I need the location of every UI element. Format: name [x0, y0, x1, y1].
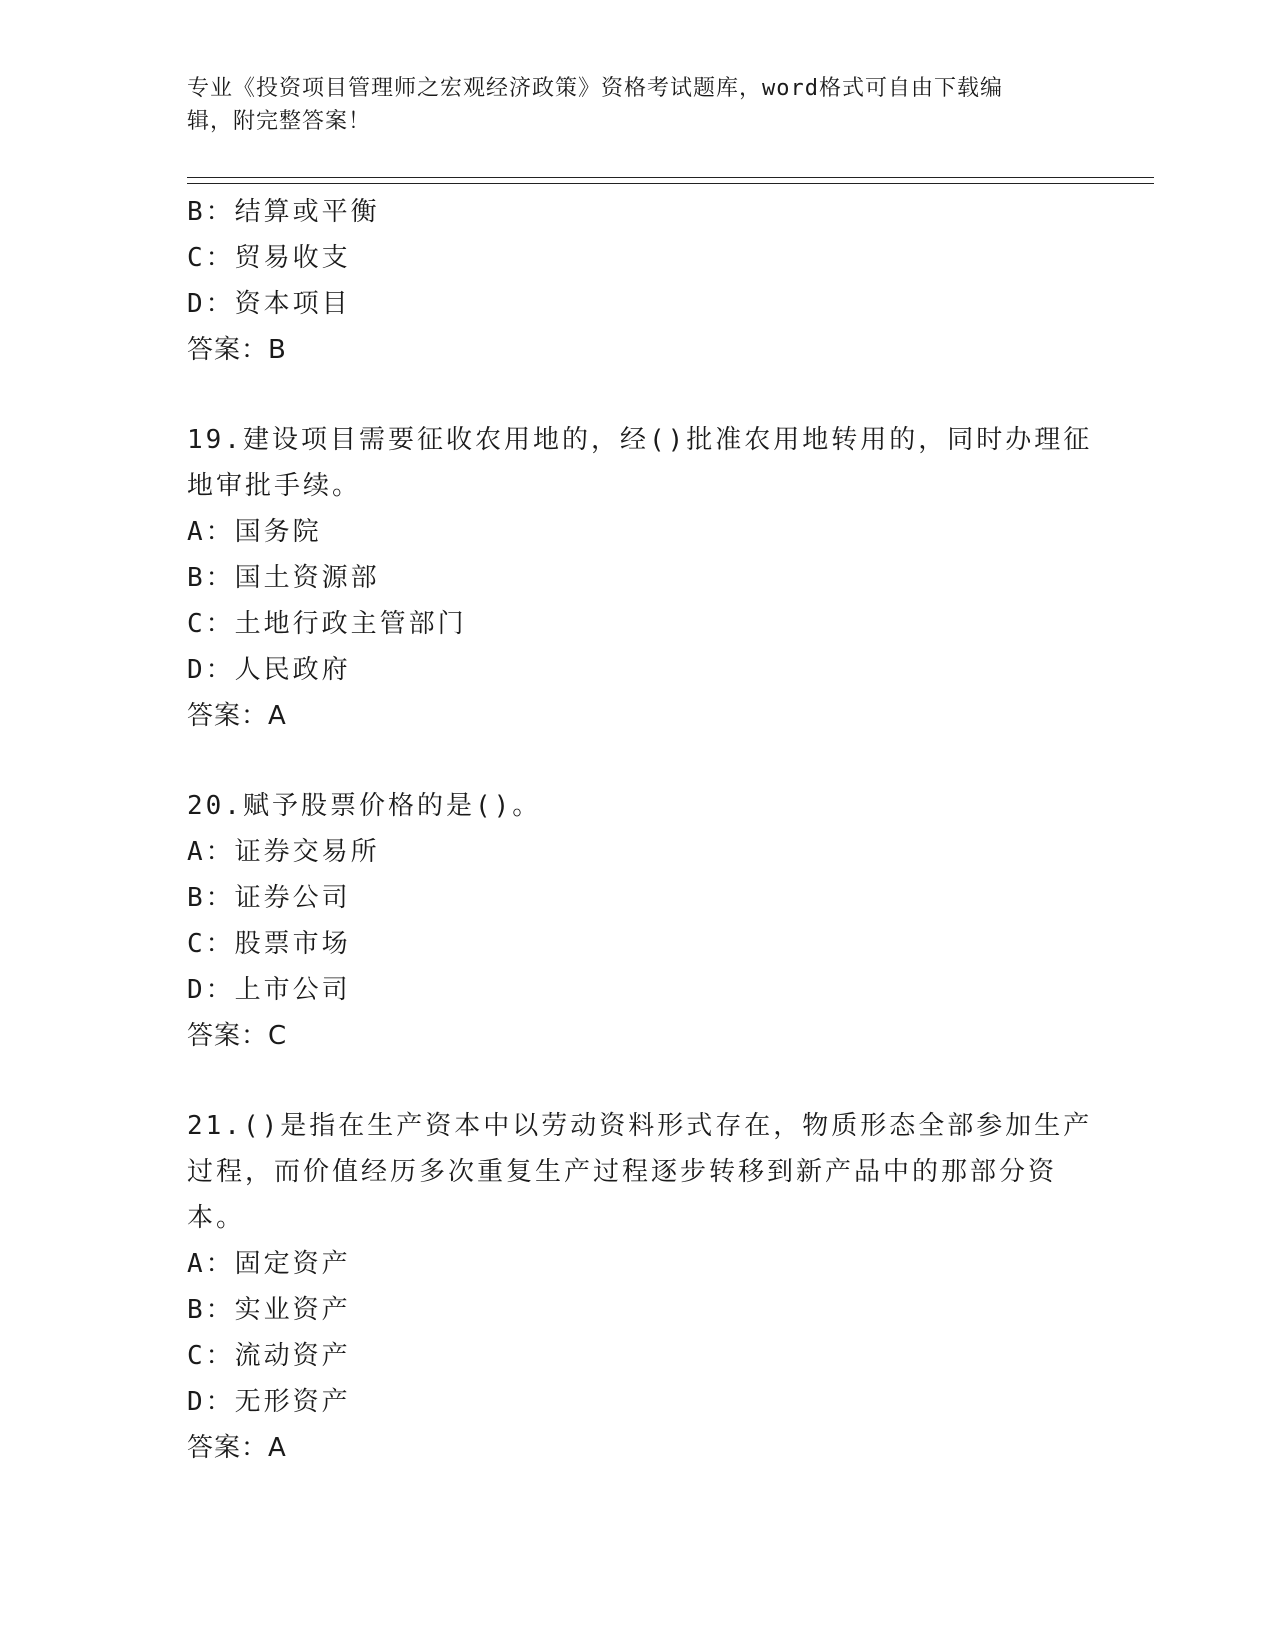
question-18-tail [187, 189, 1087, 373]
option-b: B：结算或平衡 [187, 197, 380, 227]
question-stem-line: 21.()是指在生产资本中以劳动资料形式存在，物质形态全部参加生产 [187, 1111, 1093, 1141]
answer-line: 答案：B [187, 335, 287, 365]
question-stem-line: 20.赋予股票价格的是()。 [187, 791, 542, 821]
option-c: C：贸易收支 [187, 243, 351, 273]
document-header [187, 72, 1087, 138]
question-stem-line: 过程，而价值经历多次重复生产过程逐步转移到新产品中的那部分资 [187, 1157, 1058, 1187]
answer-line: 答案：A [187, 1433, 287, 1463]
question-stem-line: 地审批手续。 [187, 471, 362, 501]
question-19 [187, 417, 1093, 739]
option-c: C：流动资产 [187, 1341, 351, 1371]
header-line-2: 辑，附完整答案！ [187, 109, 372, 134]
question-stem-line: 19.建设项目需要征收农用地的，经()批准农用地转用的，同时办理征 [187, 425, 1093, 455]
option-d: D：资本项目 [187, 289, 351, 319]
option-b: B：实业资产 [187, 1295, 351, 1325]
question-21 [187, 1103, 1093, 1471]
option-a: A：证券交易所 [187, 837, 380, 867]
answer-line: 答案：C [187, 1021, 288, 1051]
option-d: D：人民政府 [187, 655, 351, 685]
question-20 [187, 783, 1087, 1059]
header-line-1: 专业《投资项目管理师之宏观经济政策》资格考试题库，word格式可自由下载编 [187, 76, 1003, 101]
question-stem-line: 本。 [187, 1203, 246, 1233]
option-c: C：股票市场 [187, 929, 351, 959]
question-list [187, 189, 1093, 1471]
header-divider-top [187, 177, 1154, 178]
header-divider-bottom [187, 183, 1154, 184]
option-d: D：无形资产 [187, 1387, 351, 1417]
answer-line: 答案：A [187, 701, 287, 731]
option-a: A：国务院 [187, 517, 322, 547]
option-d: D：上市公司 [187, 975, 351, 1005]
option-b: B：证券公司 [187, 883, 351, 913]
option-b: B：国土资源部 [187, 563, 380, 593]
option-a: A：固定资产 [187, 1249, 351, 1279]
option-c: C：土地行政主管部门 [187, 609, 467, 639]
